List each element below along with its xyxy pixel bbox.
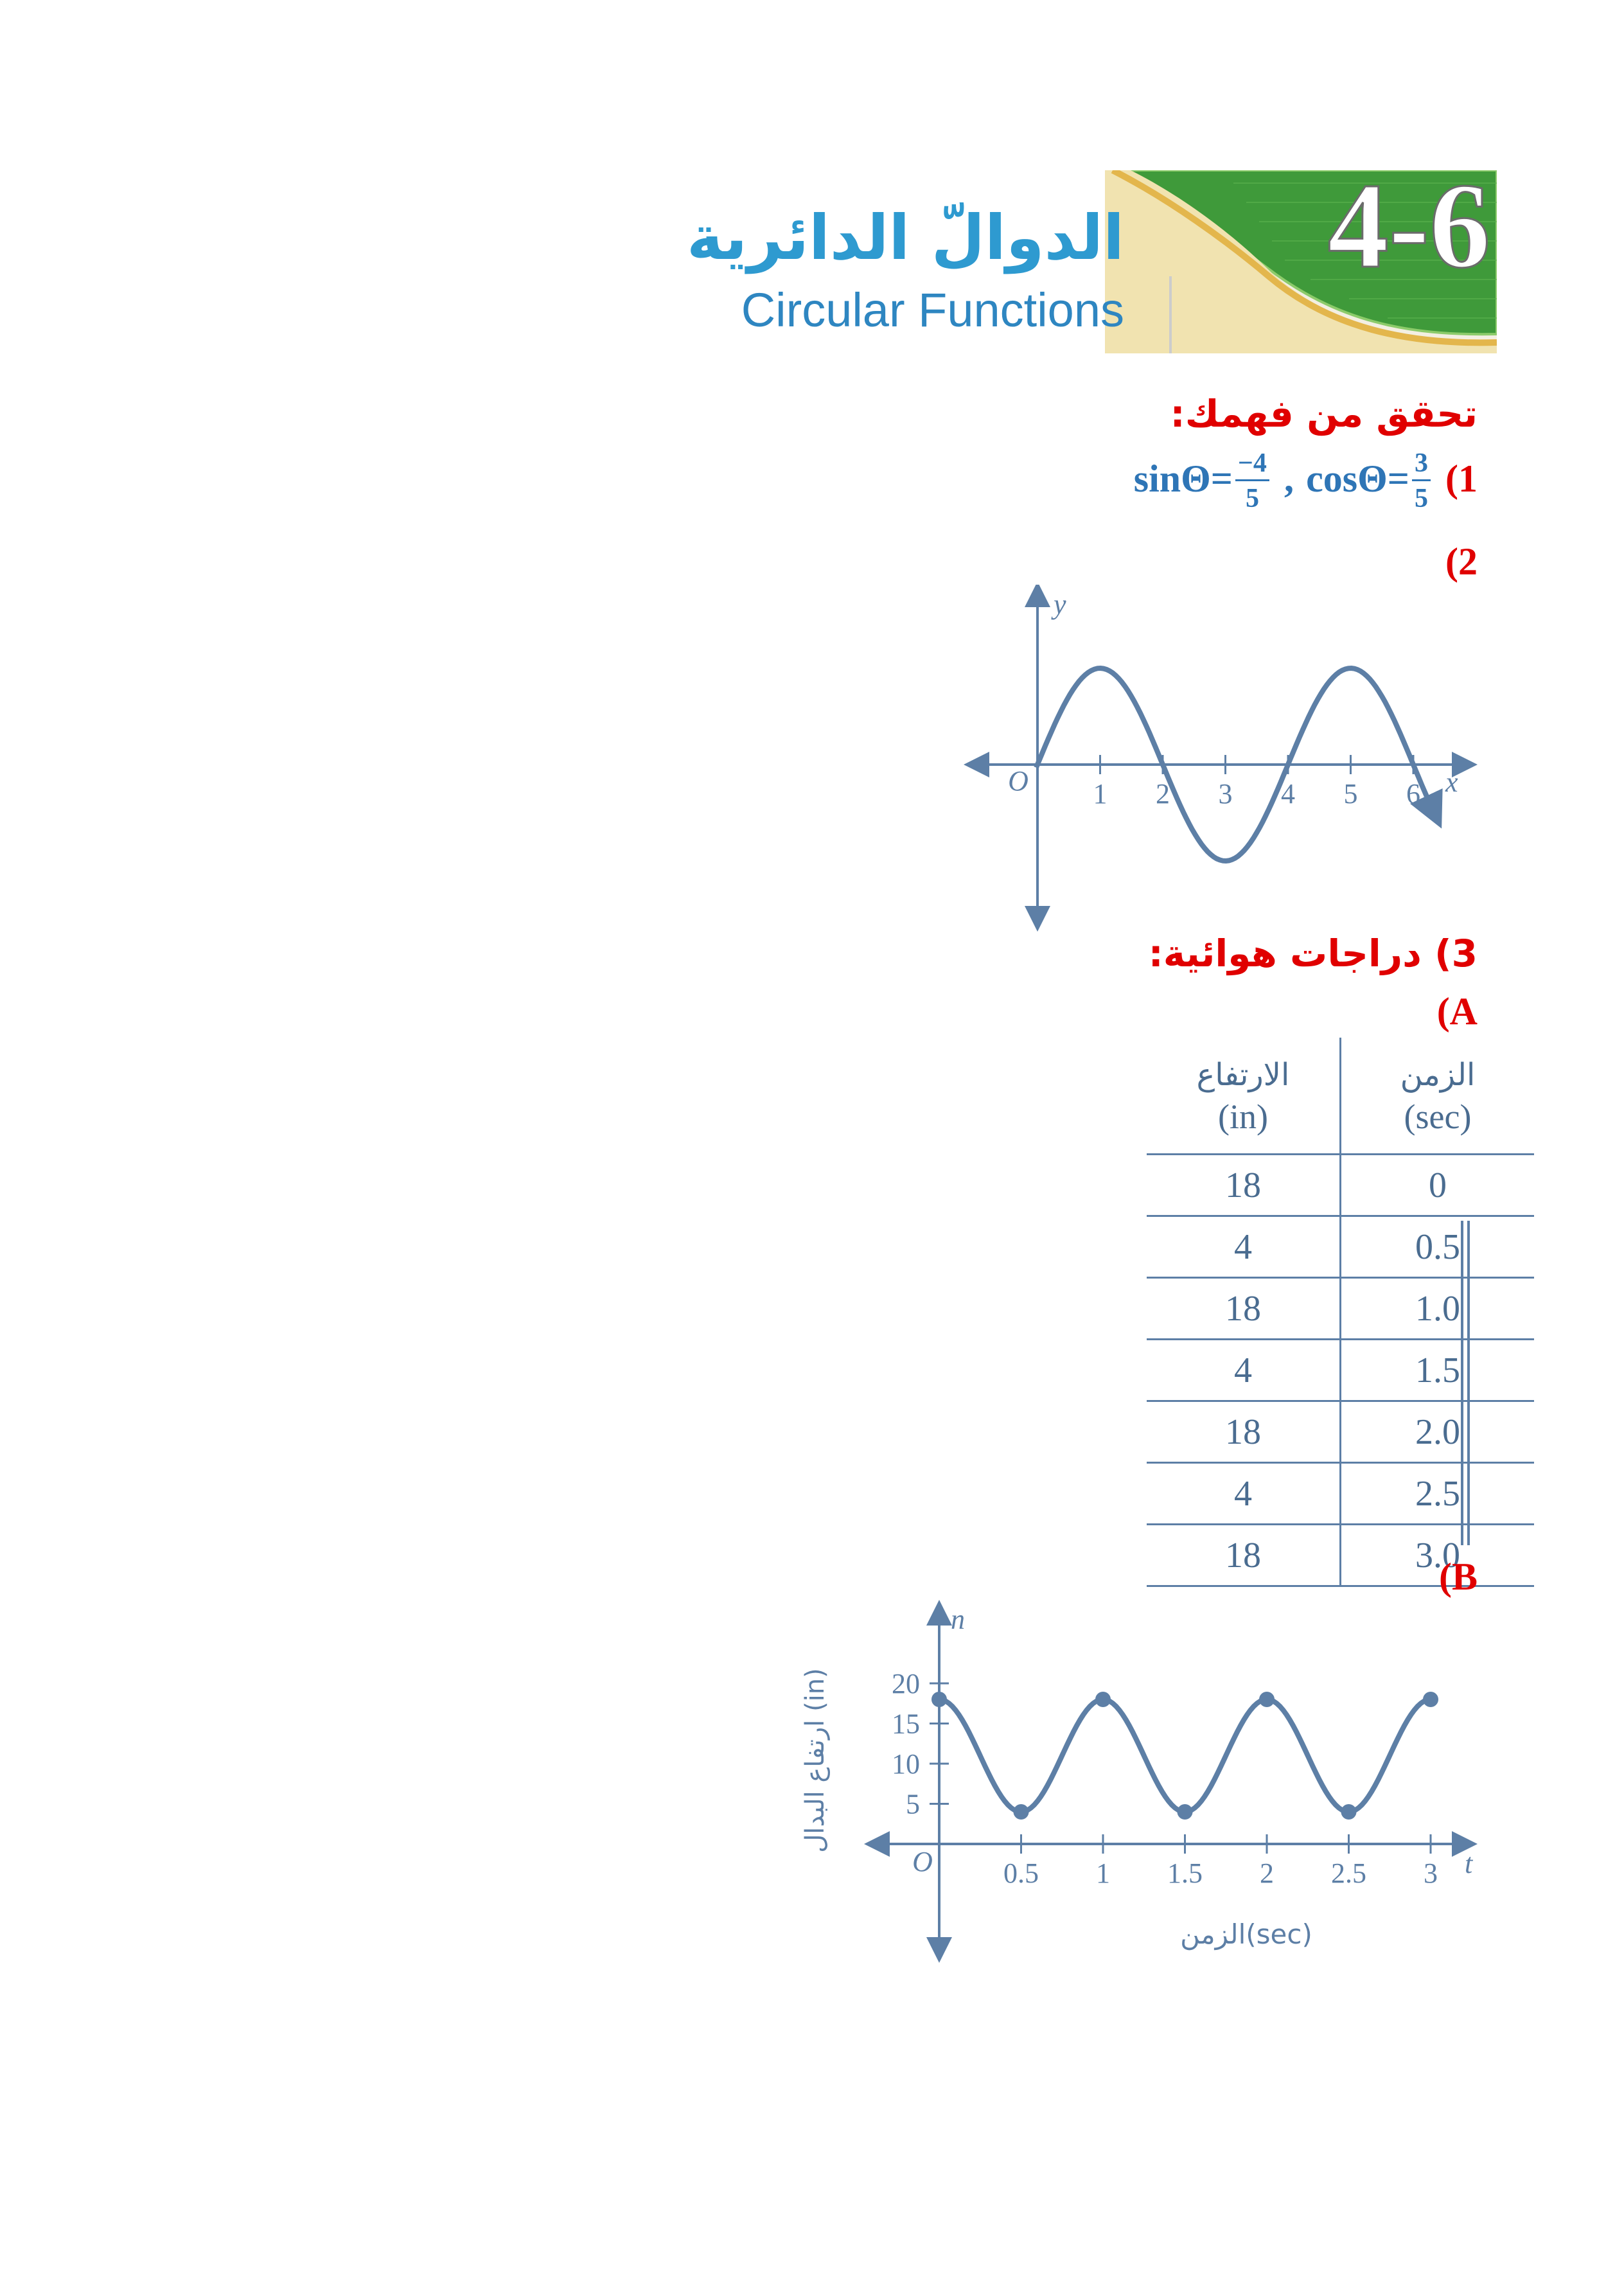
pedal-data-point: [1423, 1692, 1438, 1707]
table-row: [1147, 1401, 1534, 1463]
table-right-rule: [1461, 1221, 1463, 1545]
part-b-label: (B: [1439, 1555, 1478, 1598]
pedal-x-letter: t: [1465, 1848, 1473, 1879]
header-time-unit: (sec): [1404, 1097, 1472, 1136]
sine-origin-label: O: [1008, 765, 1028, 797]
pedal-y-tick-label: 10: [892, 1748, 920, 1780]
cell-time: 2.5: [1341, 1463, 1535, 1525]
cos-lhs: cosΘ=: [1306, 457, 1409, 501]
sine-x-tick-label: 1: [1093, 778, 1108, 810]
time-height-table: [1147, 1038, 1534, 1587]
pedal-data-point: [1095, 1692, 1111, 1707]
pedal-y-tick-label: 5: [906, 1788, 920, 1820]
header-time: [1341, 1038, 1535, 1155]
sin-numerator: −4: [1235, 450, 1269, 481]
sine-y-label: y: [1054, 589, 1066, 620]
cell-height: 18: [1147, 1525, 1341, 1586]
header-height-unit: (in): [1218, 1097, 1268, 1136]
pedal-data-point: [931, 1692, 947, 1707]
data-table-wrapper: [1147, 1038, 1534, 1587]
cell-time: 3.0: [1341, 1525, 1535, 1586]
table-row: [1147, 1278, 1534, 1340]
table-row: [1147, 1155, 1534, 1216]
separator: ,: [1284, 457, 1294, 501]
pedal-data-point: [1259, 1692, 1275, 1707]
table-row: [1147, 1463, 1534, 1525]
pedal-x-tick-label: 0.5: [1003, 1857, 1039, 1889]
cell-height: 18: [1147, 1278, 1341, 1340]
question-1-label: (1: [1445, 457, 1478, 501]
question-1: [964, 450, 1478, 512]
pedal-x-tick-label: 1: [1096, 1857, 1110, 1889]
table-row: [1147, 1340, 1534, 1401]
sine-x-tick-label: 2: [1156, 778, 1170, 810]
cell-time: 1.0: [1341, 1278, 1535, 1340]
cos-numerator: 3: [1412, 450, 1431, 481]
sine-x-tick-label: 5: [1343, 778, 1358, 810]
cell-time: 1.5: [1341, 1340, 1535, 1401]
header-time-ar: الزمن: [1400, 1056, 1476, 1093]
question-2-label: (2: [1445, 540, 1478, 583]
pedal-x-tick-label: 1.5: [1167, 1857, 1203, 1889]
cell-time: 0.5: [1341, 1216, 1535, 1278]
lesson-banner: [1105, 170, 1497, 353]
sine-x-tick-label: 3: [1218, 778, 1233, 810]
sin-denominator: 5: [1245, 484, 1259, 513]
pedal-x-tick-label: 2: [1260, 1857, 1274, 1889]
table-row: [1147, 1216, 1534, 1278]
cell-height: 18: [1147, 1401, 1341, 1463]
pedal-x-tick-label: 2.5: [1331, 1857, 1366, 1889]
pedal-y-title: ارتفاع البدال (in): [800, 1668, 830, 1853]
pedal-height-graph: [790, 1600, 1497, 1972]
sine-x-tick-label: 4: [1281, 778, 1295, 810]
pedal-origin-label: O: [912, 1846, 933, 1877]
cell-height: 4: [1147, 1216, 1341, 1278]
header-height: [1147, 1038, 1341, 1155]
pedal-y-tick-label: 15: [892, 1708, 920, 1740]
table-header-row: [1147, 1038, 1534, 1155]
pedal-curve: [939, 1699, 1431, 1812]
pedal-y-tick-label: 20: [892, 1668, 920, 1699]
table-right-rule-2: [1467, 1221, 1470, 1545]
cell-height: 4: [1147, 1463, 1341, 1525]
sine-x-label: x: [1445, 766, 1458, 798]
header-height-ar: الارتفاع: [1196, 1056, 1290, 1093]
cos-denominator: 5: [1414, 484, 1428, 513]
cell-height: 4: [1147, 1340, 1341, 1401]
pedal-y-letter: n: [951, 1604, 965, 1635]
sin-fraction: [1235, 450, 1269, 512]
cell-time: 0: [1341, 1155, 1535, 1216]
sin-lhs: sinΘ=: [1133, 457, 1233, 501]
pedal-x-title: الزمن(sec): [1180, 1918, 1312, 1950]
pedal-data-point: [1341, 1804, 1357, 1820]
lesson-number: 4-6: [1327, 170, 1490, 294]
pedal-data-point: [1014, 1804, 1029, 1820]
part-a-label: (A: [1436, 990, 1478, 1032]
lesson-title-arabic: الدوالّ الدائرية: [686, 202, 1124, 274]
sine-graph: [964, 585, 1478, 932]
lesson-title-english: Circular Functions: [741, 283, 1124, 337]
cell-time: 2.0: [1341, 1401, 1535, 1463]
question-3-heading: 3) دراجات هوائية:: [1148, 932, 1478, 975]
cell-height: 18: [1147, 1155, 1341, 1216]
sine-x-tick-label: 6: [1406, 778, 1420, 810]
check-understanding-heading: تحقق من فهمك:: [1170, 392, 1478, 436]
pedal-x-tick-label: 3: [1424, 1857, 1438, 1889]
cos-fraction: [1412, 450, 1431, 512]
banner-left-rule: [1169, 276, 1172, 353]
pedal-data-point: [1178, 1804, 1193, 1820]
